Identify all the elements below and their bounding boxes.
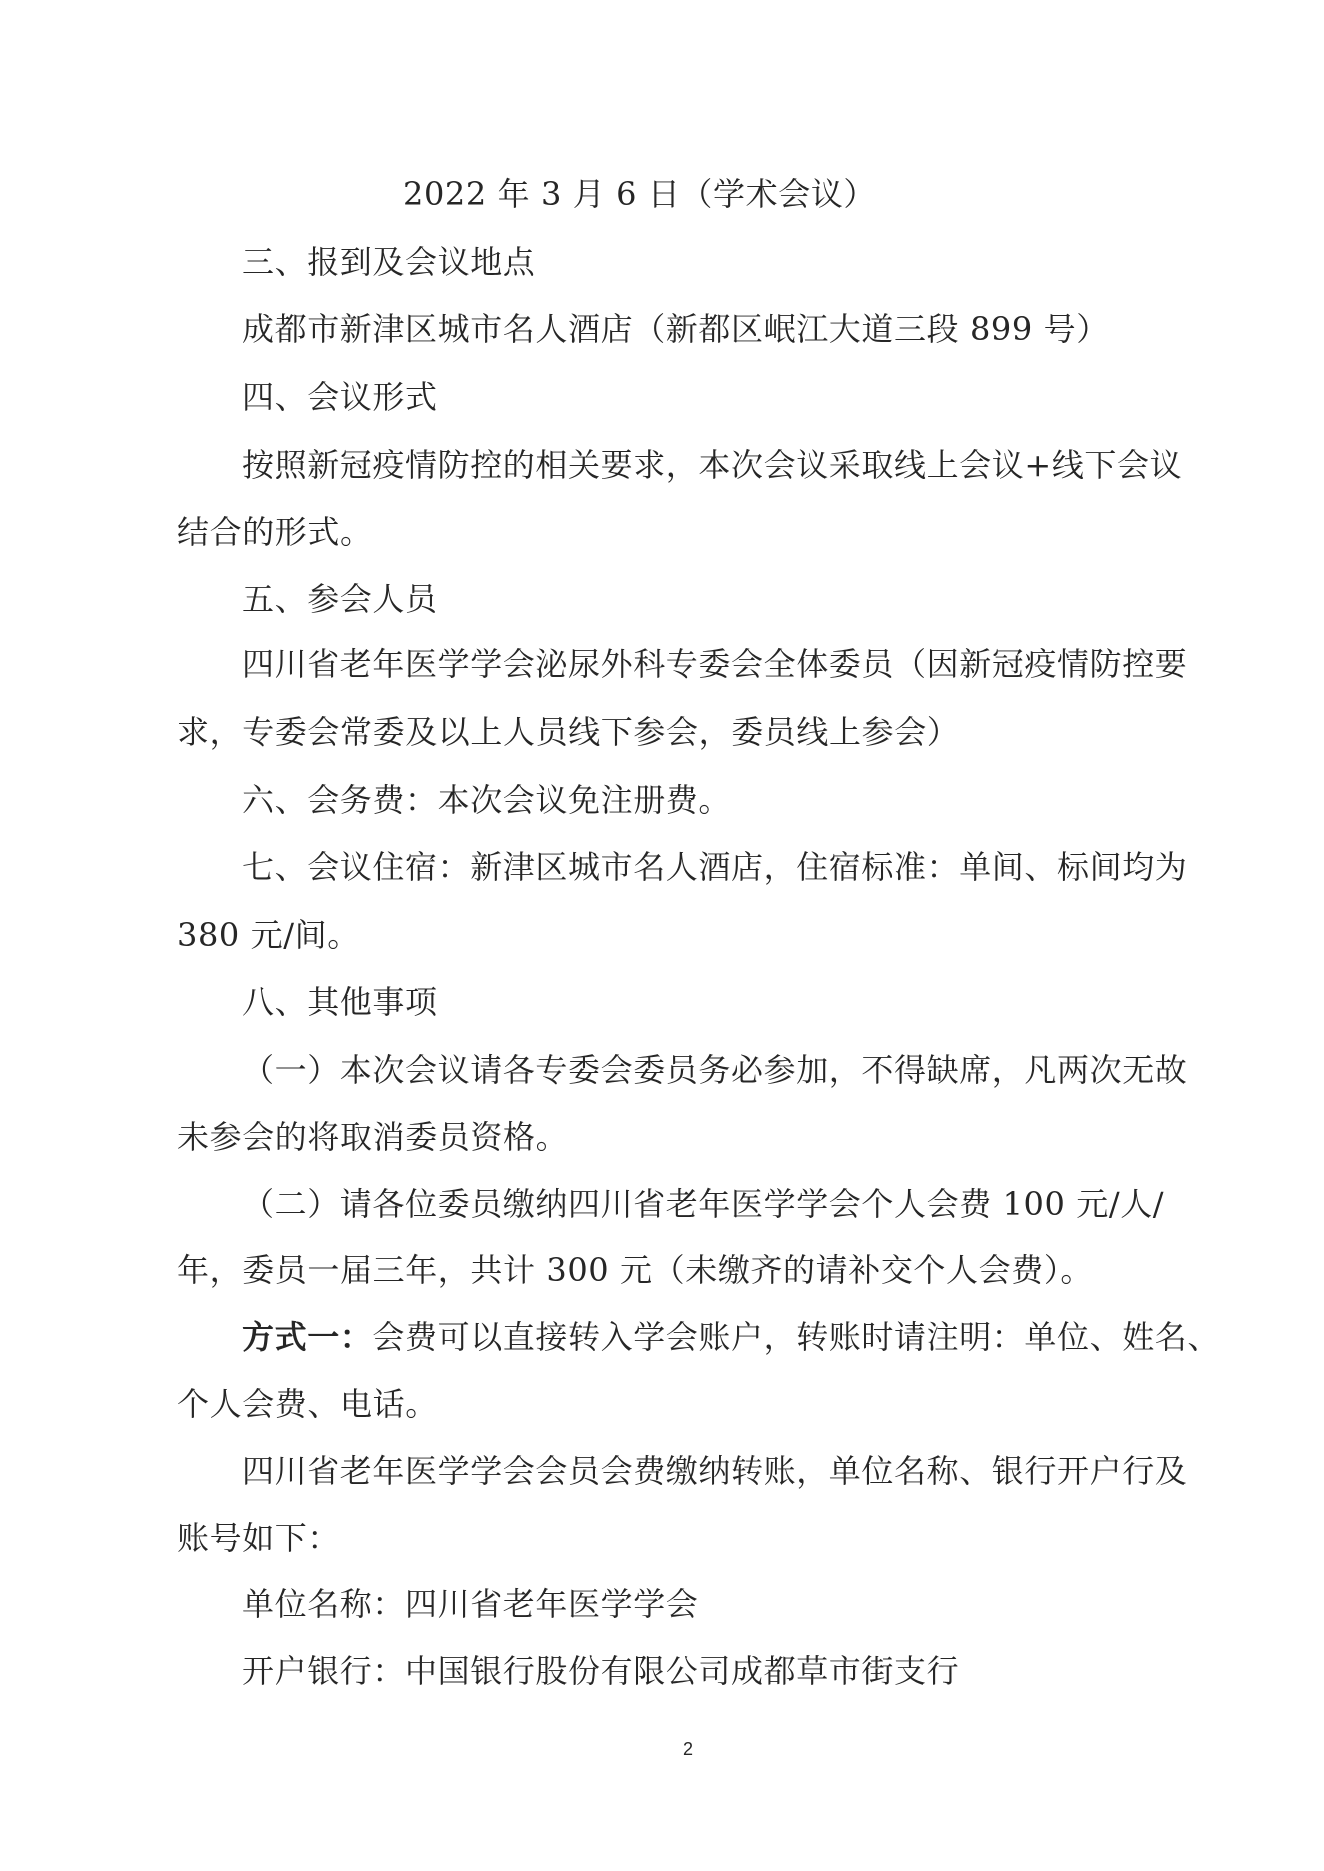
section-5-text: 求，专委会常委及以上人员线下参会，委员线上参会） (177, 713, 960, 751)
item-2-text: （二）请各位委员缴纳四川省老年医学学会个人会费 100 元/人/ (242, 1185, 1165, 1223)
bank-name: 开户银行：中国银行股份有限公司成都草市街支行 (242, 1652, 960, 1690)
item-1-text: 未参会的将取消委员资格。 (177, 1118, 569, 1156)
section-3-text: 成都市新津区城市名人酒店（新都区岷江大道三段 899 号） (242, 310, 1109, 348)
page-number: 2 (682, 1739, 693, 1759)
section-5-heading: 五、参会人员 (242, 580, 438, 618)
method-1-text: 会费可以直接转入学会账户，转账时请注明：单位、姓名、 (372, 1318, 1221, 1356)
section-7-text: 380 元/间。 (177, 916, 360, 954)
transfer-note: 账号如下： (177, 1519, 341, 1557)
transfer-note: 四川省老年医学学会会员会费缴纳转账，单位名称、银行开户行及 (242, 1452, 1188, 1490)
section-5-text: 四川省老年医学学会泌尿外科专委会全体委员（因新冠疫情防控要 (242, 645, 1188, 683)
item-1-text: （一）本次会议请各专委会委员务必参加，不得缺席，凡两次无故 (242, 1051, 1188, 1089)
section-3-heading: 三、报到及会议地点 (242, 243, 536, 281)
account-name: 单位名称：四川省老年医学学会 (242, 1585, 699, 1623)
method-1-text: 个人会费、电话。 (177, 1385, 438, 1423)
date-line: 2022 年 3 月 6 日（学术会议） (403, 175, 877, 213)
item-2-text: 年，委员一届三年，共计 300 元（未缴齐的请补交个人会费）。 (177, 1251, 1094, 1289)
section-6-text: 六、会务费：本次会议免注册费。 (242, 781, 732, 819)
method-1-line (242, 1317, 1220, 1357)
method-1-label: 方式一： (242, 1318, 373, 1356)
section-8-heading: 八、其他事项 (242, 983, 438, 1021)
section-4-heading: 四、会议形式 (242, 378, 438, 416)
section-4-text: 结合的形式。 (177, 513, 373, 551)
section-4-text: 按照新冠疫情防控的相关要求，本次会议采取线上会议+线下会议 (242, 446, 1183, 484)
section-7-text: 七、会议住宿：新津区城市名人酒店，住宿标准：单间、标间均为 (242, 848, 1188, 886)
